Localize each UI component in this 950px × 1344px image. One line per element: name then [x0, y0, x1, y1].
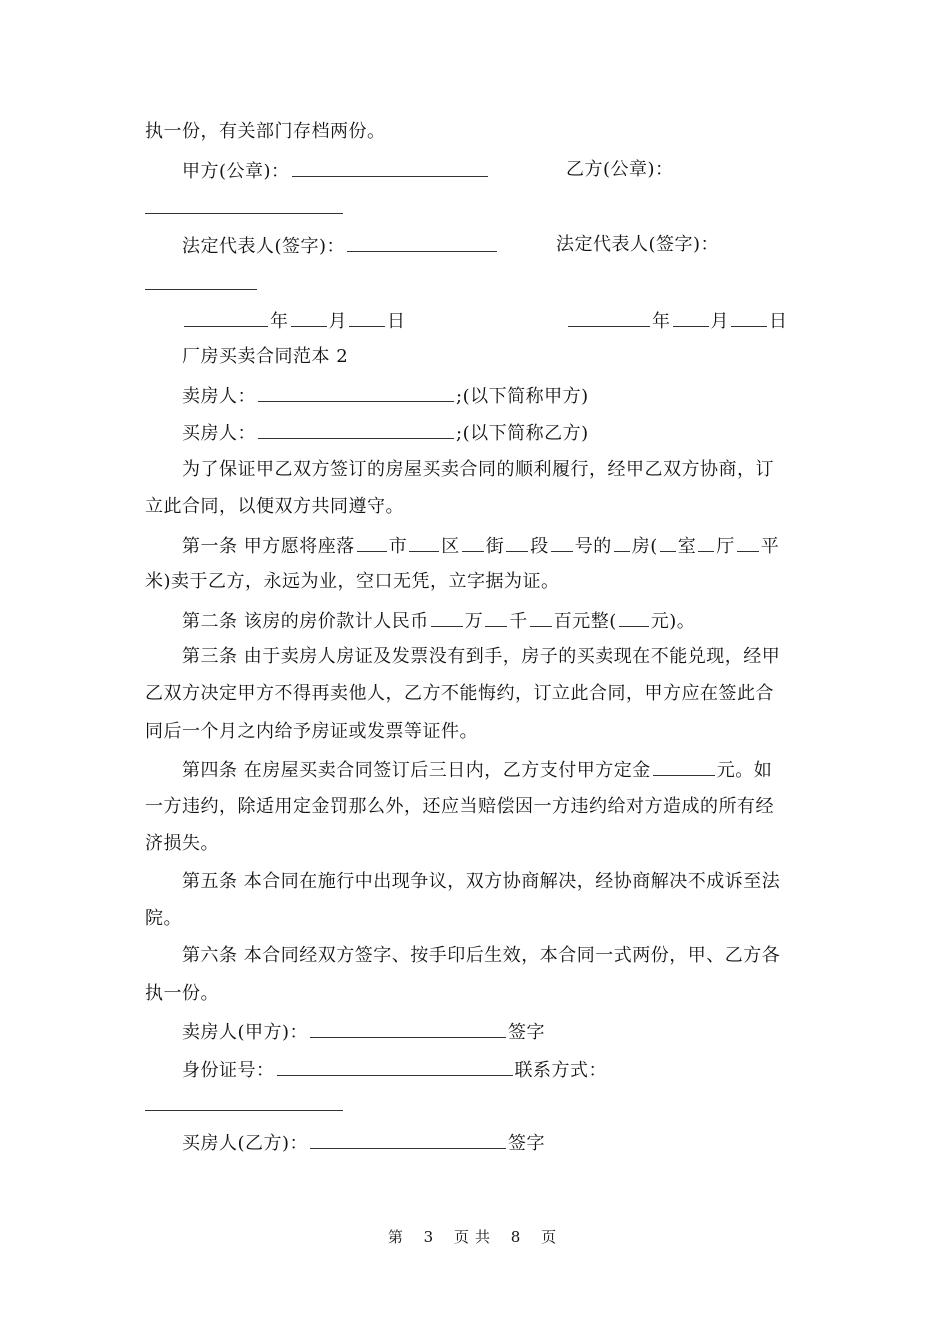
text-line: 同后一个月之内给予房证或发票等证件。	[145, 721, 478, 742]
party-a-seal-line: 甲方(公章)：	[182, 158, 490, 184]
signature-blank	[145, 289, 257, 290]
article-1-line: 第一条 甲方愿将座落 市 区 街 段 号的 房( 室 厅 平	[182, 533, 779, 559]
text-line: 第六条 本合同经双方签字、按手印后生效，本合同一式两份，甲、乙方各	[182, 945, 781, 966]
page-footer: 第 3 页共 8 页	[387, 1228, 563, 1246]
text-line: 院。	[145, 908, 182, 929]
section-title: 厂房买卖合同范本 2	[182, 346, 349, 367]
id-contact-line: 身份证号： 联系方式：	[182, 1057, 607, 1083]
party-b-rep-line: 法定代表人(签字)：	[556, 234, 720, 255]
total-pages: 8	[510, 1228, 527, 1246]
party-b-seal-line: 乙方(公章)：	[566, 159, 674, 180]
article-2-line: 第二条 该房的房价款计人民币 万 千 百元整( 元)。	[182, 608, 695, 634]
seller-line: 卖房人： ;(以下简称甲方)	[182, 383, 589, 409]
text-line: 济损失。	[145, 833, 219, 854]
date-line-a: 年 月 日	[182, 308, 406, 334]
text-line: 为了保证甲乙双方签订的房屋买卖合同的顺利履行，经甲乙双方协商，订	[182, 459, 774, 480]
contact-blank	[145, 1110, 343, 1111]
article-4-line: 第四条 在房屋买卖合同签订后三日内，乙方支付甲方定金 元。如	[182, 757, 772, 783]
text-line: 执一份。	[145, 983, 219, 1004]
text-line: 乙双方决定甲方不得再卖他人，乙方不能悔约，订立此合同，甲方应在签此合	[145, 683, 774, 704]
seller-signature-line: 卖房人(甲方)： 签字	[182, 1019, 545, 1045]
party-a-rep-line: 法定代表人(签字)：	[182, 233, 499, 259]
current-page-number: 3	[423, 1228, 440, 1246]
buyer-signature-line: 买房人(乙方)： 签字	[182, 1130, 545, 1156]
text-line: 执一份，有关部门存档两份。	[145, 121, 386, 142]
buyer-line: 买房人： ;(以下简称乙方)	[182, 420, 589, 446]
text-line: 米)卖于乙方，永远为业，空口无凭，立字据为证。	[145, 571, 560, 592]
text-line: 一方违约，除适用定金罚那么外，还应当赔偿因一方违约给对方造成的所有经	[145, 796, 774, 817]
text-line: 第五条 本合同在施行中出现争议，双方协商解决，经协商解决不成诉至法	[182, 871, 781, 892]
text-line: 第三条 由于卖房人房证及发票没有到手，房子的买卖现在不能兑现，经甲	[182, 646, 781, 667]
text-line: 立此合同，以便双方共同遵守。	[145, 496, 404, 517]
signature-blank	[145, 213, 343, 214]
date-line-b: 年 月 日	[566, 308, 788, 334]
